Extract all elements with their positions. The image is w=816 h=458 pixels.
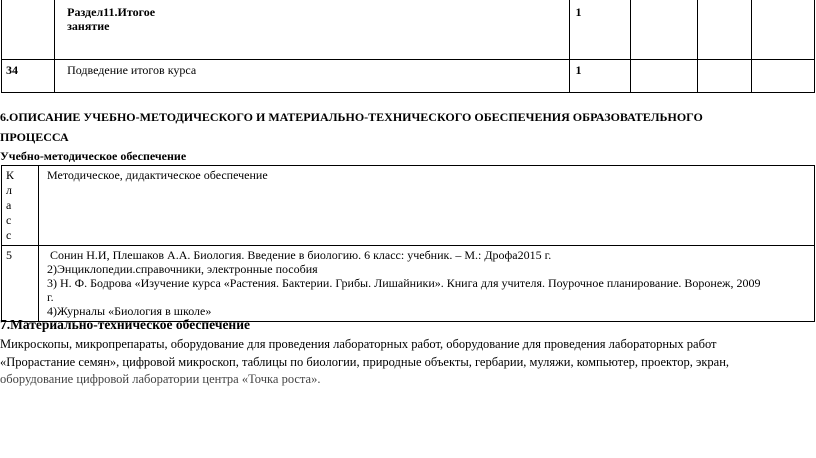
class-letter: с [6, 213, 12, 227]
section6-title-line2: ПРОЦЕССА [0, 130, 69, 144]
section6-subtitle: Учебно-методическое обеспечение [0, 149, 187, 163]
cell-lesson-title: Подведение итогов курса [55, 60, 569, 93]
class-letter: а [6, 198, 12, 212]
section-title-text: Раздел11.Итогое занятие [67, 5, 156, 33]
cell-empty [631, 60, 697, 93]
cell-number: 34 [2, 60, 55, 93]
cell-class-header [2, 166, 39, 246]
cell-class: 5 [2, 246, 39, 322]
cell-content [39, 246, 815, 322]
class-letter: с [6, 228, 12, 242]
resource-line: 2)Энциклопедии.справочники, электронные пособия [47, 262, 318, 276]
methodical-support-table [1, 165, 815, 322]
resource-line: Сонин Н.И, Плешаков А.А. Биология. Введение в биологию. 6 класс: учебник. – М.: Дрофа2015 г. [47, 248, 552, 262]
cell-number [2, 0, 55, 60]
cell-hours: 1 [569, 60, 631, 93]
resource-line: 3) Н. Ф. Бодрова «Изучение курса «Растения. Бактерии. Грибы. Лишайники». Книга для учителя. Поурочное планирование. Воронеж, 2009 г. [47, 276, 764, 304]
cell-empty [697, 0, 752, 60]
table-row [2, 166, 815, 246]
cell-empty [752, 60, 815, 93]
table-row [2, 60, 815, 93]
cell-hours: 1 [569, 0, 631, 60]
text-line: оборудование цифровой лаборатории центра «Точка роста». [0, 372, 321, 386]
course-plan-table [1, 0, 815, 93]
section6-title-line1: 6.ОПИСАНИЕ УЧЕБНО-МЕТОДИЧЕСКОГО И МАТЕРИАЛЬНО-ТЕХНИЧЕСКОГО ОБЕСПЕЧЕНИЯ ОБРАЗОВАТЕЛЬНОГО [0, 110, 703, 124]
resource-line: 4)Журналы «Биология в школе» [47, 304, 212, 318]
class-letter: л [6, 183, 12, 197]
cell-empty [752, 0, 815, 60]
section7-title: 7.Материально-техническое обеспечение [0, 317, 250, 332]
class-letter: К [6, 168, 15, 182]
cell-empty [631, 0, 697, 60]
text-line: «Прорастание семян», цифровой микроскоп, таблицы по биологии, природные объекты, гербарии, муляжи, компьютер, проектор, экран, [0, 354, 730, 369]
table-row [2, 0, 815, 60]
cell-section-title [55, 0, 569, 60]
table-row [2, 246, 815, 322]
section7-text [0, 336, 810, 389]
cell-empty [697, 60, 752, 93]
cell-content-header: Методическое, дидактическое обеспечение [39, 166, 815, 246]
text-line: Микроскопы, микропрепараты, оборудование для проведения лабораторных работ, оборудование для проведения лабораторных работ [0, 337, 717, 351]
